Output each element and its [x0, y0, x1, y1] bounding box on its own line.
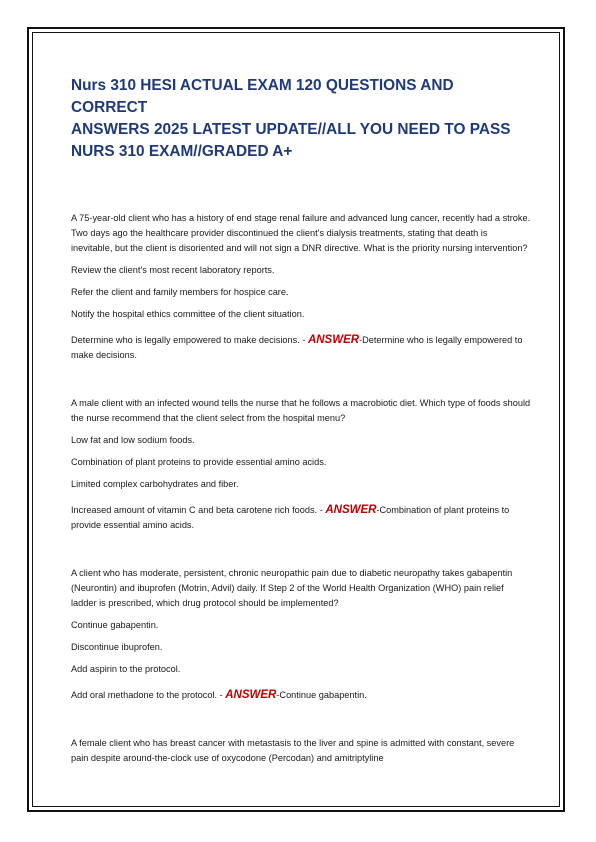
option-text: Limited complex carbohydrates and fiber.	[71, 479, 239, 489]
option-text: Low fat and low sodium foods.	[71, 435, 195, 445]
question-text: A female client who has breast cancer with metastasis to the liver and spine is admitted with constant, severe pain despite around-the-clock use of oxycodone (Percodan) and amitriptyline	[71, 738, 515, 763]
question-block-3	[71, 566, 531, 703]
document-title	[71, 75, 531, 163]
title-line-2: ANSWERS 2025 LATEST UPDATE//ALL YOU NEED TO PASS	[71, 121, 511, 138]
option-text: Refer the client and family members for hospice care.	[71, 287, 289, 297]
question-block-4	[71, 736, 531, 766]
answer-text: -Determine who is legally empowered to make decisions.	[71, 335, 523, 360]
question-text: A male client with an infected wound tells the nurse that he follows a macrobiotic diet. Which type of foods should the nurse recommend that the client select from the hospital menu?	[71, 398, 531, 423]
answer-text: -Combination of plant proteins to provide essential amino acids.	[71, 505, 510, 530]
option-with-answer	[71, 503, 531, 533]
question-block-2	[71, 396, 531, 533]
option-text: Combination of plant proteins to provide essential amino acids.	[71, 457, 327, 467]
document-content	[71, 75, 531, 773]
question-block-1	[71, 211, 531, 363]
answer-label: ANSWER	[307, 334, 360, 346]
title-line-1: Nurs 310 HESI ACTUAL EXAM 120 QUESTIONS AND CORRECT	[71, 77, 454, 116]
option-text: Continue gabapentin.	[71, 620, 159, 630]
option-text: Discontinue ibuprofen.	[71, 642, 163, 652]
option-text: Notify the hospital ethics committee of the client situation.	[71, 309, 305, 319]
document-body	[71, 211, 531, 766]
option-text: Add oral methadone to the protocol. -	[71, 690, 226, 700]
option-text: Add aspirin to the protocol.	[71, 664, 181, 674]
question-text: A 75-year-old client who has a history of end stage renal failure and advanced lung cancer, recently had a stroke. Two days ago the healthcare provider discontinued the client's dialysis treatments, stating that death is inevitable, but the client is disoriented and will not sign a DNR directive. What is the priority nursing intervention?	[71, 213, 531, 253]
answer-label: ANSWER	[225, 689, 277, 701]
title-line-3: NURS 310 EXAM//GRADED A+	[71, 143, 293, 160]
option-text: Review the client's most recent laboratory reports.	[71, 265, 275, 275]
option-text: Increased amount of vitamin C and beta carotene rich foods. -	[71, 505, 326, 515]
option-text: Determine who is legally empowered to make decisions. -	[71, 335, 308, 345]
option-with-answer	[71, 688, 531, 703]
question-text: A client who has moderate, persistent, chronic neuropathic pain due to diabetic neuropathy takes gabapentin (Neurontin) and ibuprofen (Motrin, Advil) daily. If Step 2 of the World Health Organization (WHO) pain relief ladder is prescribed, which drug protocol should be implemented?	[71, 568, 513, 608]
answer-label: ANSWER	[325, 504, 377, 516]
answer-text: -Continue gabapentin.	[276, 690, 367, 700]
option-with-answer	[71, 333, 531, 363]
